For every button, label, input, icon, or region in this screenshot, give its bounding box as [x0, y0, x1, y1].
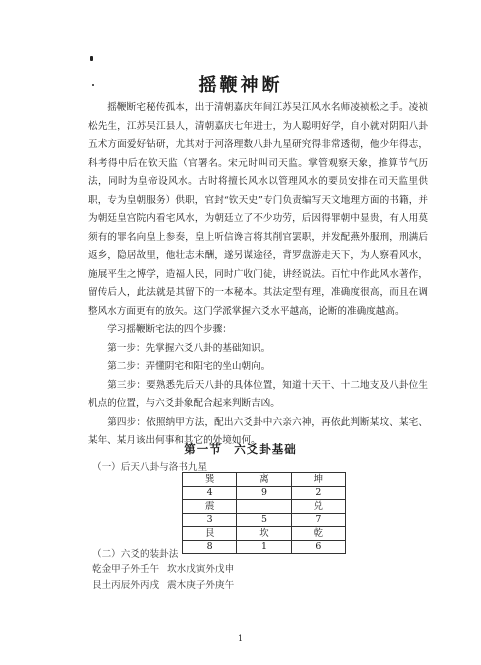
table-cell: 巽	[183, 473, 237, 487]
step-2: 第二步：弄懂阴宅和阳宅的坐山朝向。	[107, 361, 271, 372]
najia-lines	[92, 562, 239, 594]
table-cell: 震	[183, 500, 237, 514]
najia-entry: 乾金甲子外壬午	[92, 564, 160, 575]
subsection-najia-method: （二）六爻的装卦法	[92, 549, 179, 560]
table-cell: 坤	[291, 473, 345, 487]
table-cell: 6	[291, 541, 345, 554]
scan-speck	[90, 56, 93, 61]
najia-row	[92, 578, 239, 594]
najia-entry: 震木庚子外庚午	[167, 580, 235, 591]
body-text	[88, 99, 428, 451]
najia-entry: 坎水戊寅外戊申	[167, 564, 235, 575]
table-row	[183, 500, 346, 514]
section-title: 第一节 六爻卦基础	[184, 442, 297, 456]
subsection-bagua-luoshu: （一）后天八卦与洛书九星	[92, 462, 208, 473]
table-cell: 乾	[291, 527, 345, 541]
table-cell: 7	[291, 514, 345, 527]
najia-row	[92, 562, 239, 578]
table-row	[183, 527, 346, 541]
step-1: 第一步：先掌握六爻八卦的基础知识。	[107, 342, 271, 354]
page-title: 摇鞭神断	[198, 75, 283, 96]
step-3: 第三步：要熟悉先后天八卦的具体位置，知道十天干、十二地支及八卦位生机点的位置，与六爻卦象配合起来判断吉凶。	[88, 379, 428, 409]
table-cell: 4	[183, 487, 237, 500]
table-cell: 艮	[183, 527, 237, 541]
table-cell: 9	[237, 487, 291, 500]
table-cell: 3	[183, 514, 237, 527]
table-cell: 8	[183, 541, 237, 554]
table-row	[183, 514, 346, 527]
table-row	[183, 487, 346, 500]
table-cell: 1	[237, 541, 291, 554]
steps-intro: 学习摇鞭断宅法的四个步骤：	[107, 324, 232, 335]
table-row	[183, 473, 346, 487]
step-4: 第四步：依照纳甲方法，配出六爻卦中六亲六神，再依此判断某坟、某宅、某年、某月该出何事和其它的处境如何。	[88, 416, 428, 446]
table-cell: 离	[237, 473, 291, 487]
table-cell: 坎	[237, 527, 291, 541]
table-cell	[237, 500, 291, 514]
intro-paragraph: 摇鞭断宅秘传孤本，出于清朝嘉庆年间江苏吴江风水名师凌祯松之手。凌祯松先生，江苏吴江县人，清朝嘉庆七年进士，为人聪明好学，自小就对阴阳八卦五术方面爱好钻研，尤其对于河洛理数八卦九星研究得非常透彻，他少年得志，科考得中后在钦天监（官署名。宋元时叫司天监。掌管观察天象，推算节气历法，同时为皇帝设风水。古时将擅长风水以管理风水的要员安排在司天监里供职，专为皇朝服务）供职，官封“钦天史”专门负责编写天文地理方面的书籍，并为朝廷皇宫院内看宅风水，为朝廷立了不少功劳，后因得罪朝中显贵，有人用莫须有的罪名向皇上参奏，皇上听信谗言将其削官罢职，并发配燕外服刑，刑满后返乡，隐居故里，他壮志未酬，遂另谋途径，背罗盘游走天下，为人察看风水，施展平生之博学，造福人民，同时广收门徒，讲经说法。百忙中作此风水著作，留传后人，此法就是其留下的一本秘本。其法定型有理，准确度很高，而且在调整风水方面更有的放矢。这门学派掌握六爻水平越高，论断的准确度越高。	[88, 102, 428, 317]
table-cell: 2	[291, 487, 345, 500]
table-row	[183, 541, 346, 554]
table-cell: 兑	[291, 500, 345, 514]
table-cell: 5	[237, 514, 291, 527]
najia-entry: 艮土丙辰外丙戌	[92, 580, 160, 591]
bagua-luoshu-table	[182, 472, 346, 554]
page-number: 1	[237, 634, 244, 643]
